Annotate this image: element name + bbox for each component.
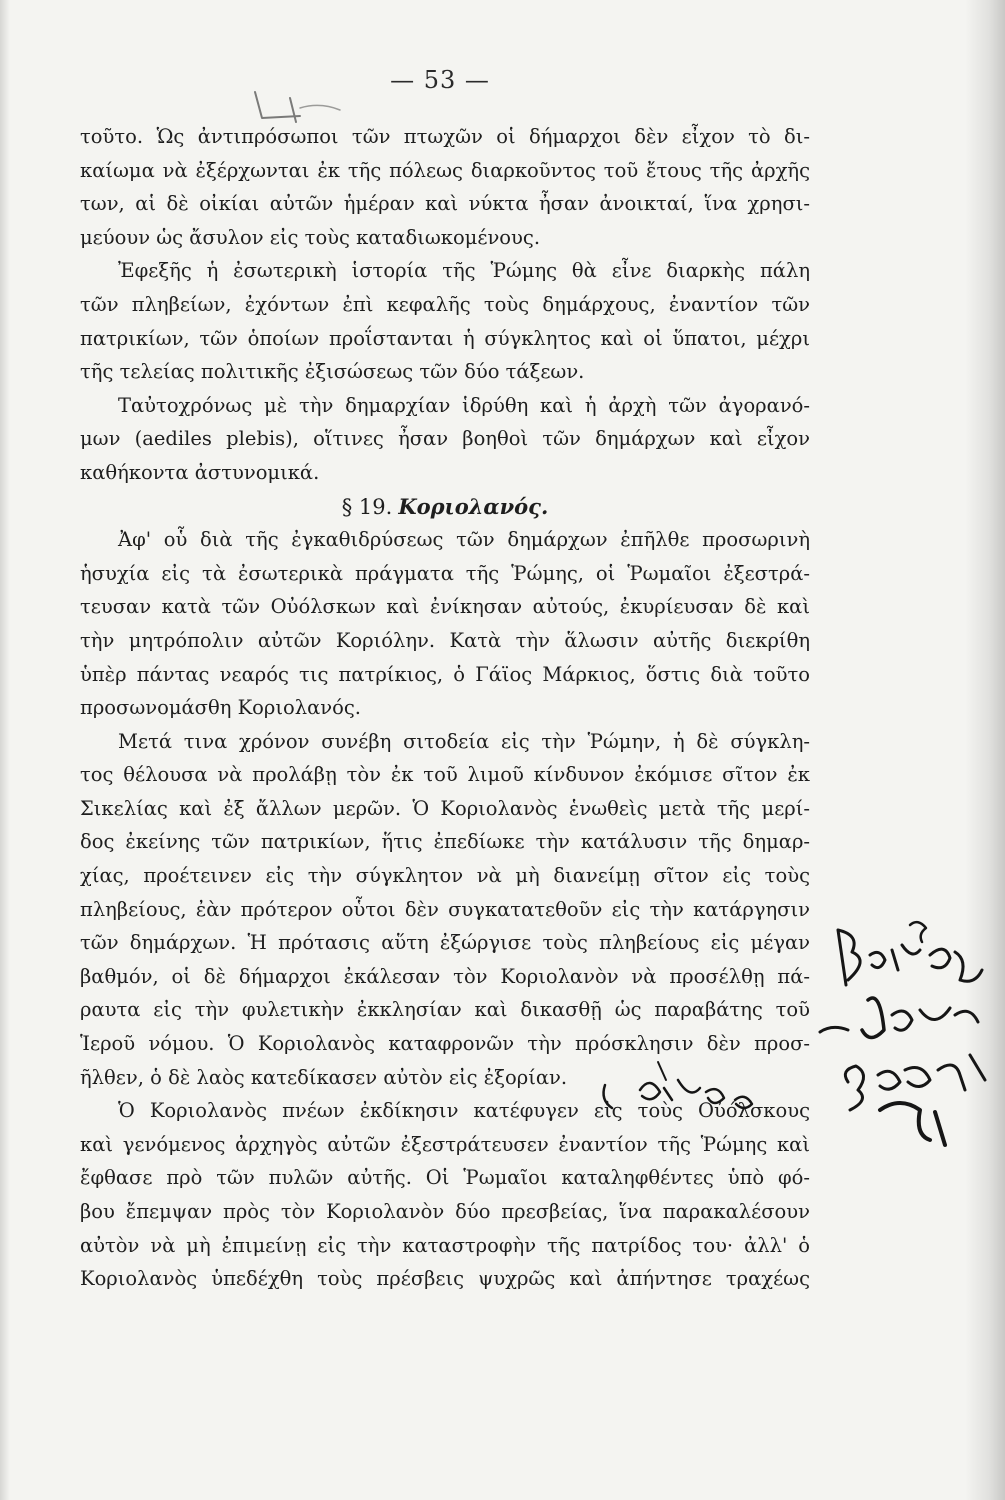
page-edge-shadow-left	[0, 0, 10, 1500]
text-line: Μετά τινα χρόνον συνέβη σιτοδεία εἰς τὴν Ῥώμην, ἡ δὲ σύγκλη-	[118, 729, 810, 753]
paragraph-block-after	[80, 523, 810, 1296]
text-line: προσωνομάσθη Κοριολανός.	[80, 696, 361, 720]
text-line: τῶν δημάρχων. Ἡ πρότασις αὕτη ἐξώργισε τοὺς πληβείους εἰς μέγαν	[80, 931, 810, 955]
section-heading	[80, 490, 810, 524]
section-title: Κοριολανός.	[398, 493, 549, 519]
text-line: ἔφθασε πρὸ τῶν πυλῶν αὐτῆς. Οἱ Ῥωμαῖοι καταληφθέντες ὑπὸ φό-	[80, 1166, 810, 1190]
text-line: Σικελίας καὶ ἐξ ἄλλων μερῶν. Ὁ Κοριολανὸς ἑνωθεὶς μετὰ τῆς μερί-	[80, 796, 810, 820]
text-line: Ἱεροῦ νόμου. Ὁ Κοριολανὸς καταφρονῶν τὴν πρόσκλησιν δὲν προσ-	[80, 1032, 810, 1056]
body-text	[80, 120, 810, 1296]
text-line: τευσαν κατὰ τῶν Οὐόλσκων καὶ ἐνίκησαν αὐτούς, ἐκυρίευσαν δὲ καὶ	[80, 595, 810, 619]
text-line: πατρικίων, τῶν ὁποίων προΐστανται ἡ σύγκλητος καὶ οἱ ὕπατοι, μέχρι	[80, 326, 810, 350]
text-line: ραυτα εἰς τὴν φυλετικὴν ἐκκλησίαν καὶ δικασθῇ ὡς παραβάτης τοῦ	[80, 998, 810, 1022]
text-line: πληβείους, ἐὰν πρότερον οὗτοι δὲν συγκατατεθοῦν εἰς τὴν κατάργησιν	[80, 897, 810, 921]
text-line: καίωμα νὰ ἐξέρχωνται ἐκ τῆς πόλεως διαρκοῦντος τοῦ ἔτους τῆς ἀρχῆς	[80, 158, 810, 182]
text-line: χίας, προέτεινεν εἰς τὴν σύγκλητον νὰ μὴ διανείμῃ σῖτον εἰς τοὺς	[80, 864, 810, 888]
text-line: των, αἱ δὲ οἰκίαι αὐτῶν ἡμέραν καὶ νύκτα ἦσαν ἀνοικταί, ἵνα χρησι-	[80, 192, 810, 216]
text-line: Ἀφ' οὗ διὰ τῆς ἐγκαθιδρύσεως τῶν δημάρχων ἐπῆλθε προσωρινὴ	[118, 528, 810, 552]
text-line: μων (aediles plebis), οἵτινες ἦσαν βοηθοὶ τῶν δημάρχων καὶ εἶχον	[80, 427, 810, 451]
text-line: ἡσυχία εἰς τὰ ἐσωτερικὰ πράγματα τῆς Ῥώμης, οἱ Ῥωμαῖοι ἐξεστρά-	[80, 561, 810, 585]
text-line: τῶν πληβείων, ἐχόντων ἐπὶ κεφαλῆς τοὺς δημάρχους, ἐναντίον τῶν	[80, 292, 810, 316]
text-line: Ὁ Κοριολανὸς πνέων ἐκδίκησιν κατέφυγεν εἰς τοὺς Οὐόλσκους	[118, 1099, 810, 1123]
text-line: καθήκοντα ἀστυνομικά.	[80, 460, 320, 484]
text-line: μεύουν ὡς ἄσυλον εἰς τοὺς καταδιωκομένους.	[80, 225, 541, 249]
text-line: Ἐφεξῆς ἡ ἐσωτερικὴ ἱστορία τῆς Ῥώμης θὰ εἶνε διαρκὴς πάλη	[118, 259, 810, 283]
page-edge-shadow-right	[965, 0, 1005, 1500]
text-line: Κοριολανὸς ὑπεδέχθη τοὺς πρέσβεις ψυχρῶς καὶ ἀπήντησε τραχέως	[80, 1267, 810, 1291]
text-line: βαθμόν, οἱ δὲ δήμαρχοι ἐκάλεσαν τὸν Κοριολανὸν νὰ προσέλθῃ πά-	[80, 964, 810, 988]
section-symbol: § 19.	[341, 494, 393, 519]
text-line: βου ἔπεμψαν πρὸς τὸν Κοριολανὸν δύο πρεσβείας, ἵνα παρακαλέσουν	[80, 1200, 810, 1223]
text-line: ῆλθεν, ὁ δὲ λαὸς κατεδίκασεν αὐτὸν εἰς ἐξορίαν.	[80, 1065, 568, 1089]
text-line: δος ἐκείνης τῶν πατρικίων, ἥτις ἐπεδίωκε τὴν κατάλυσιν τῆς δημαρ-	[80, 830, 810, 854]
text-line: τος θέλουσα νὰ προλάβῃ τὸν ἐκ τοῦ λιμοῦ κίνδυνον ἐκόμισε σῖτον ἐκ	[80, 763, 810, 787]
text-line: τὴν μητρόπολιν αὐτῶν Κοριόλην. Κατὰ τὴν ἅλωσιν αὐτῆς διεκρίθη	[80, 628, 810, 652]
paragraph-block-before	[80, 120, 810, 490]
text-line: Ταὐτοχρόνως μὲ τὴν δημαρχίαν ἱδρύθη καὶ ἡ ἀρχὴ τῶν ἀγορανό-	[118, 393, 810, 417]
text-line: τῆς τελείας πολιτικῆς ἐξισώσεως τῶν δύο τάξεων.	[80, 360, 585, 384]
text-line: τοῦτο. Ὡς ἀντιπρόσωποι τῶν πτωχῶν οἱ δήμαρχοι δὲν εἶχον τὸ δι-	[80, 125, 810, 148]
page-number: — 53 —	[390, 66, 490, 94]
text-line: καὶ γενόμενος ἀρχηγὸς αὐτῶν ἐξεστράτευσεν ἐναντίον τῆς Ῥώμης καὶ	[80, 1132, 810, 1156]
text-line: ὑπὲρ πάντας νεαρός τις πατρίκιος, ὁ Γάϊος Μάρκιος, ὅστις διὰ τοῦτο	[80, 662, 810, 686]
text-line: αὐτὸν νὰ μὴ ἐπιμείνῃ εἰς τὴν καταστροφὴν τῆς πατρίδος του· ἀλλ' ὁ	[80, 1233, 810, 1257]
